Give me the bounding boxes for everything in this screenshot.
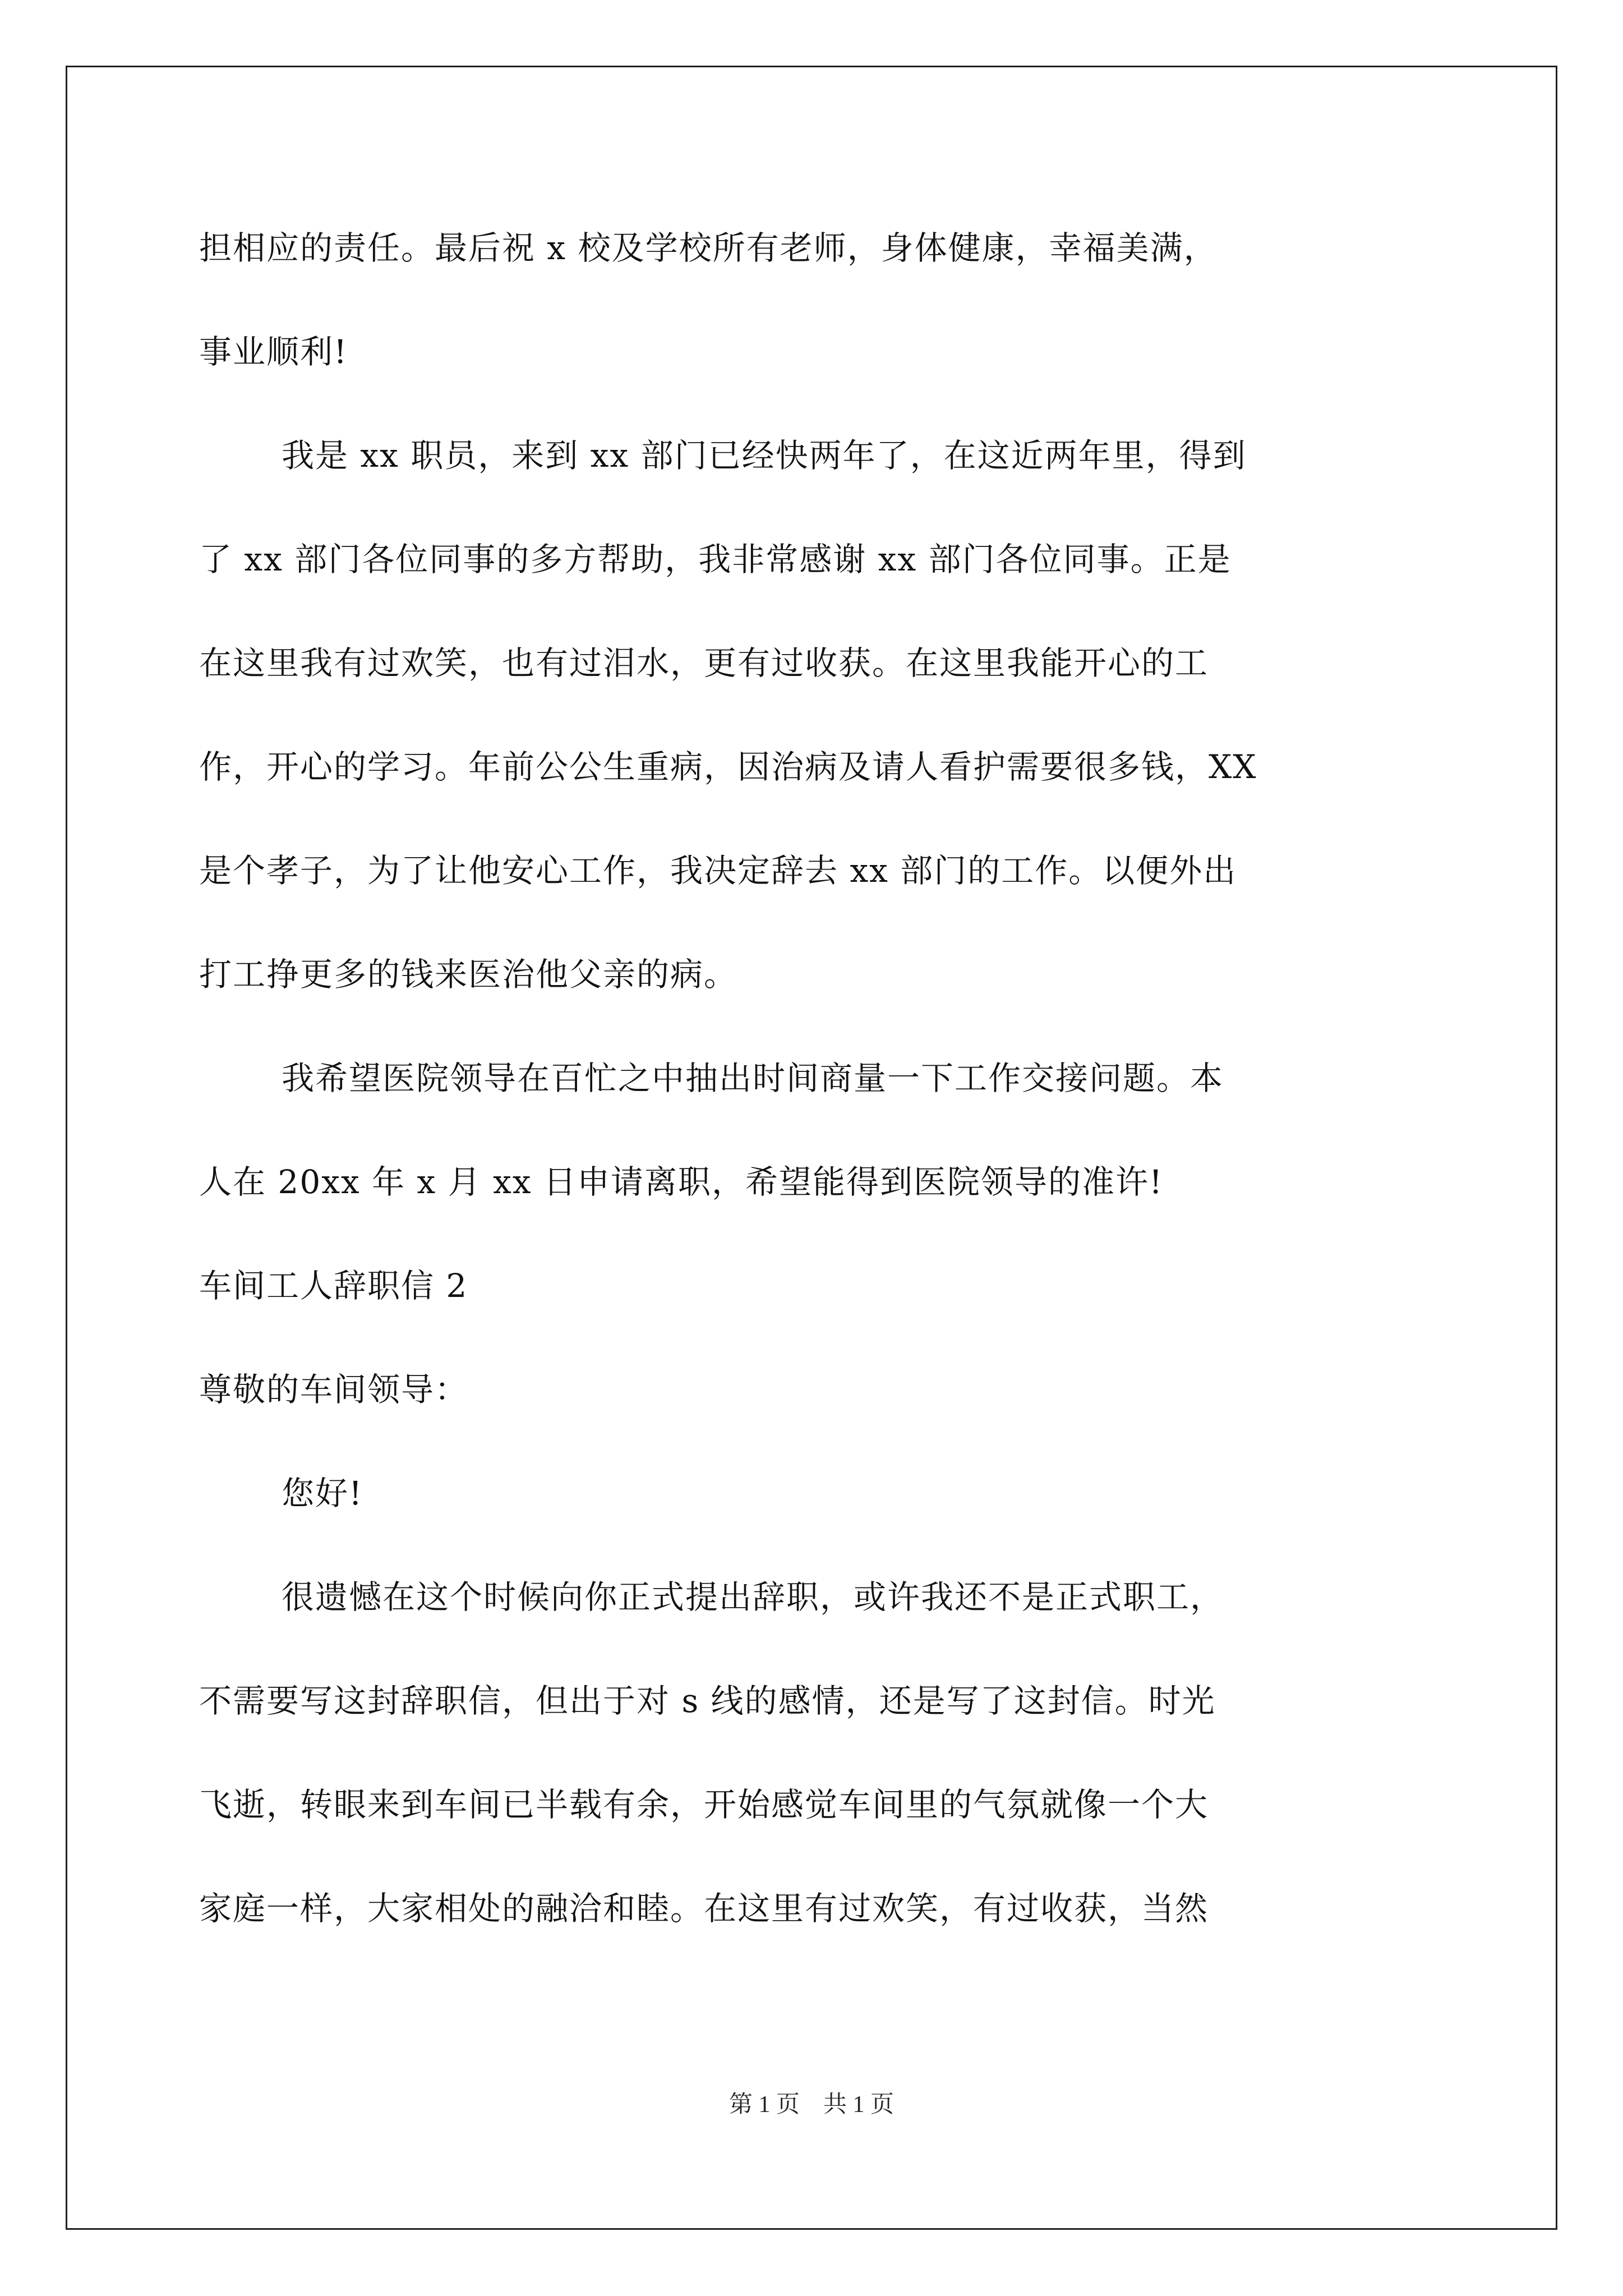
page-number-footer: 第 1 页 共 1 页 [728, 2092, 894, 2118]
text-line: 在这里我有过欢笑，也有过泪水，更有过收获。在这里我能开心的工 [199, 644, 1209, 682]
text-line: 是个孝子，为了让他安心工作，我决定辞去 xx 部门的工作。以便外出 [199, 852, 1237, 890]
paragraph-start-line: 我是 xx 职员，来到 xx 部门已经快两年了，在这近两年里，得到 [282, 436, 1247, 475]
text-line: 飞逝，转眼来到车间已半载有余，开始感觉车间里的气氛就像一个大 [199, 1786, 1209, 1824]
text-line: 事业顺利! [199, 333, 348, 371]
text-line: 不需要写这封辞职信，但出于对 s 线的感情，还是写了这封信。时光 [199, 1682, 1216, 1720]
text-line: 担相应的责任。最后祝 x 校及学校所有老师，身体健康，幸福美满， [199, 229, 1218, 267]
text-line: 打工挣更多的钱来医治他父亲的病。 [199, 955, 738, 993]
salutation: 尊敬的车间领导： [199, 1370, 469, 1409]
text-line: 人在 20xx 年 x 月 xx 日申请离职，希望能得到医院领导的准许! [199, 1163, 1164, 1201]
section-heading: 车间工人辞职信 2 [199, 1267, 468, 1305]
paragraph-start-line: 很遗憾在这个时候向你正式提出辞职，或许我还不是正式职工， [282, 1578, 1224, 1616]
text-line: 家庭一样，大家相处的融洽和睦。在这里有过欢笑，有过收获，当然 [199, 1889, 1209, 1927]
greeting: 您好! [282, 1474, 363, 1512]
text-line: 了 xx 部门各位同事的多方帮助，我非常感谢 xx 部门各位同事。正是 [199, 540, 1232, 578]
paragraph-start-line: 我希望医院领导在百忙之中抽出时间商量一下工作交接问题。本 [282, 1059, 1224, 1097]
text-line: 作，开心的学习。年前公公生重病，因治病及请人看护需要很多钱，XX [199, 748, 1257, 786]
